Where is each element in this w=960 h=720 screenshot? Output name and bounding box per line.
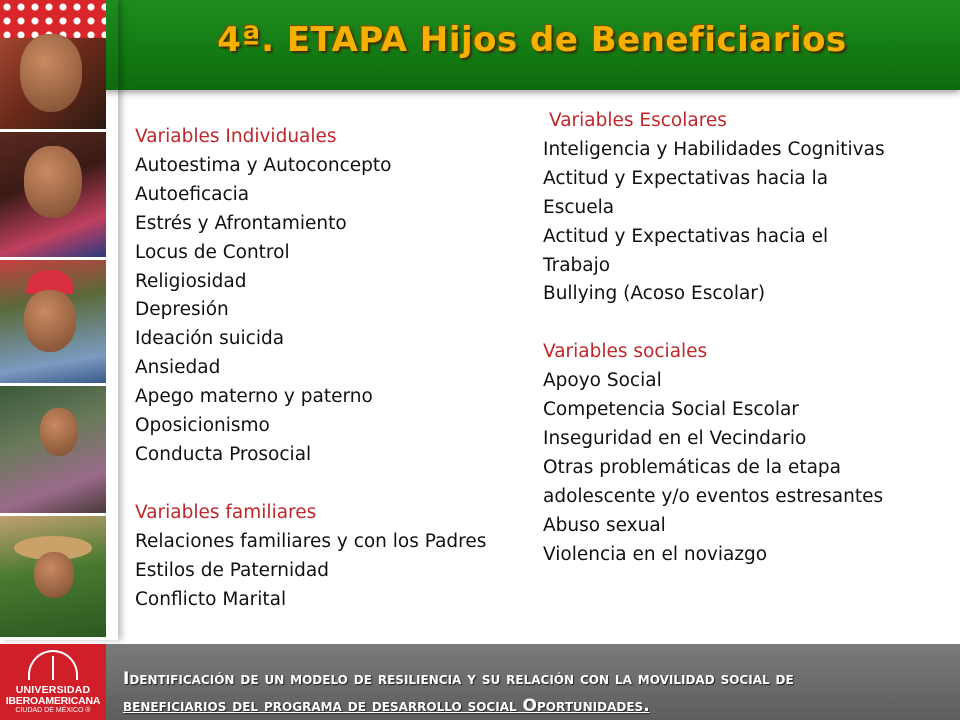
photo-mother-child: [0, 386, 106, 516]
face-shape: [34, 552, 74, 598]
right-variables-column: [543, 107, 943, 570]
list-item: Conflicto Marital: [135, 588, 287, 610]
list-item: Otras problemáticas de la etapa: [543, 456, 841, 478]
list-item: Ansiedad: [135, 357, 221, 379]
photo-farmer-hat: [0, 516, 106, 640]
list-item: Conducta Prosocial: [135, 443, 312, 465]
section-individual: [135, 123, 515, 470]
list-item: Abuso sexual: [543, 514, 666, 536]
list-item: Bullying (Acoso Escolar): [543, 283, 766, 305]
section-heading: Variables sociales: [543, 341, 708, 363]
list-item: Locus de Control: [135, 241, 290, 263]
photo-woman: [0, 132, 106, 260]
list-item: Autoestima y Autoconcepto: [135, 154, 392, 176]
face-shape: [24, 290, 76, 352]
list-item: Autoeficacia: [135, 183, 250, 205]
section-school: [543, 107, 943, 309]
footer-caption: [123, 666, 943, 720]
list-item: Violencia en el noviazgo: [543, 543, 768, 565]
list-item: Religiosidad: [135, 270, 247, 292]
list-item: Relaciones familiares y con los Padres: [135, 530, 487, 552]
footer-caption-line2: beneficiarios del programa de desarrollo social Oportunidades.: [123, 696, 650, 716]
section-heading: Variables familiares: [135, 501, 317, 523]
face-shape: [24, 146, 82, 218]
list-item: Actitud y Expectativas hacia la: [543, 167, 829, 189]
left-variables-column: [135, 123, 515, 615]
university-logo: [0, 644, 106, 720]
title-banner: [104, 0, 960, 90]
footer-bar: [0, 644, 960, 720]
section-heading: Variables Escolares: [549, 110, 727, 131]
list-item: adolescente y/o eventos estresantes: [543, 485, 884, 507]
face-shape: [20, 34, 82, 112]
section-family: [135, 499, 515, 615]
footer-caption-line1: Identificación de un modelo de resiliencia y su relación con la movilidad social de: [123, 669, 794, 689]
bandana-shape: [0, 0, 106, 38]
list-item: Actitud y Expectativas hacia el: [543, 225, 829, 247]
photo-man-cap: [0, 260, 106, 386]
list-item: Depresión: [135, 299, 229, 321]
logo-text-line3: CIUDAD DE MÉXICO ®: [15, 707, 91, 714]
photo-strip: [0, 0, 118, 640]
list-item: Escuela: [543, 196, 615, 218]
section-spacer: [543, 309, 943, 338]
slide-title: 4ª. ETAPA Hijos de Beneficiarios: [217, 20, 847, 60]
photo-man-bandana: [0, 0, 106, 132]
university-crest-icon: [28, 650, 78, 680]
logo-text-line1: UNIVERSIDAD: [15, 684, 91, 696]
list-item: Inteligencia y Habilidades Cognitivas: [543, 138, 885, 160]
section-social: [543, 338, 943, 569]
list-item: Apego materno y paterno: [135, 386, 373, 408]
list-item: Trabajo: [543, 254, 611, 276]
logo-text-line2: IBEROAMERICANA: [5, 695, 101, 707]
list-item: Estilos de Paternidad: [135, 559, 329, 581]
list-item: Ideación suicida: [135, 328, 285, 350]
list-item: Oposicionismo: [135, 415, 270, 437]
section-heading: Variables Individuales: [135, 126, 337, 147]
list-item: Competencia Social Escolar: [543, 399, 799, 421]
list-item: Estrés y Afrontamiento: [135, 212, 347, 234]
list-item: Apoyo Social: [543, 370, 662, 392]
face-shape: [40, 408, 78, 456]
section-spacer: [135, 470, 515, 499]
list-item: Inseguridad en el Vecindario: [543, 428, 807, 450]
